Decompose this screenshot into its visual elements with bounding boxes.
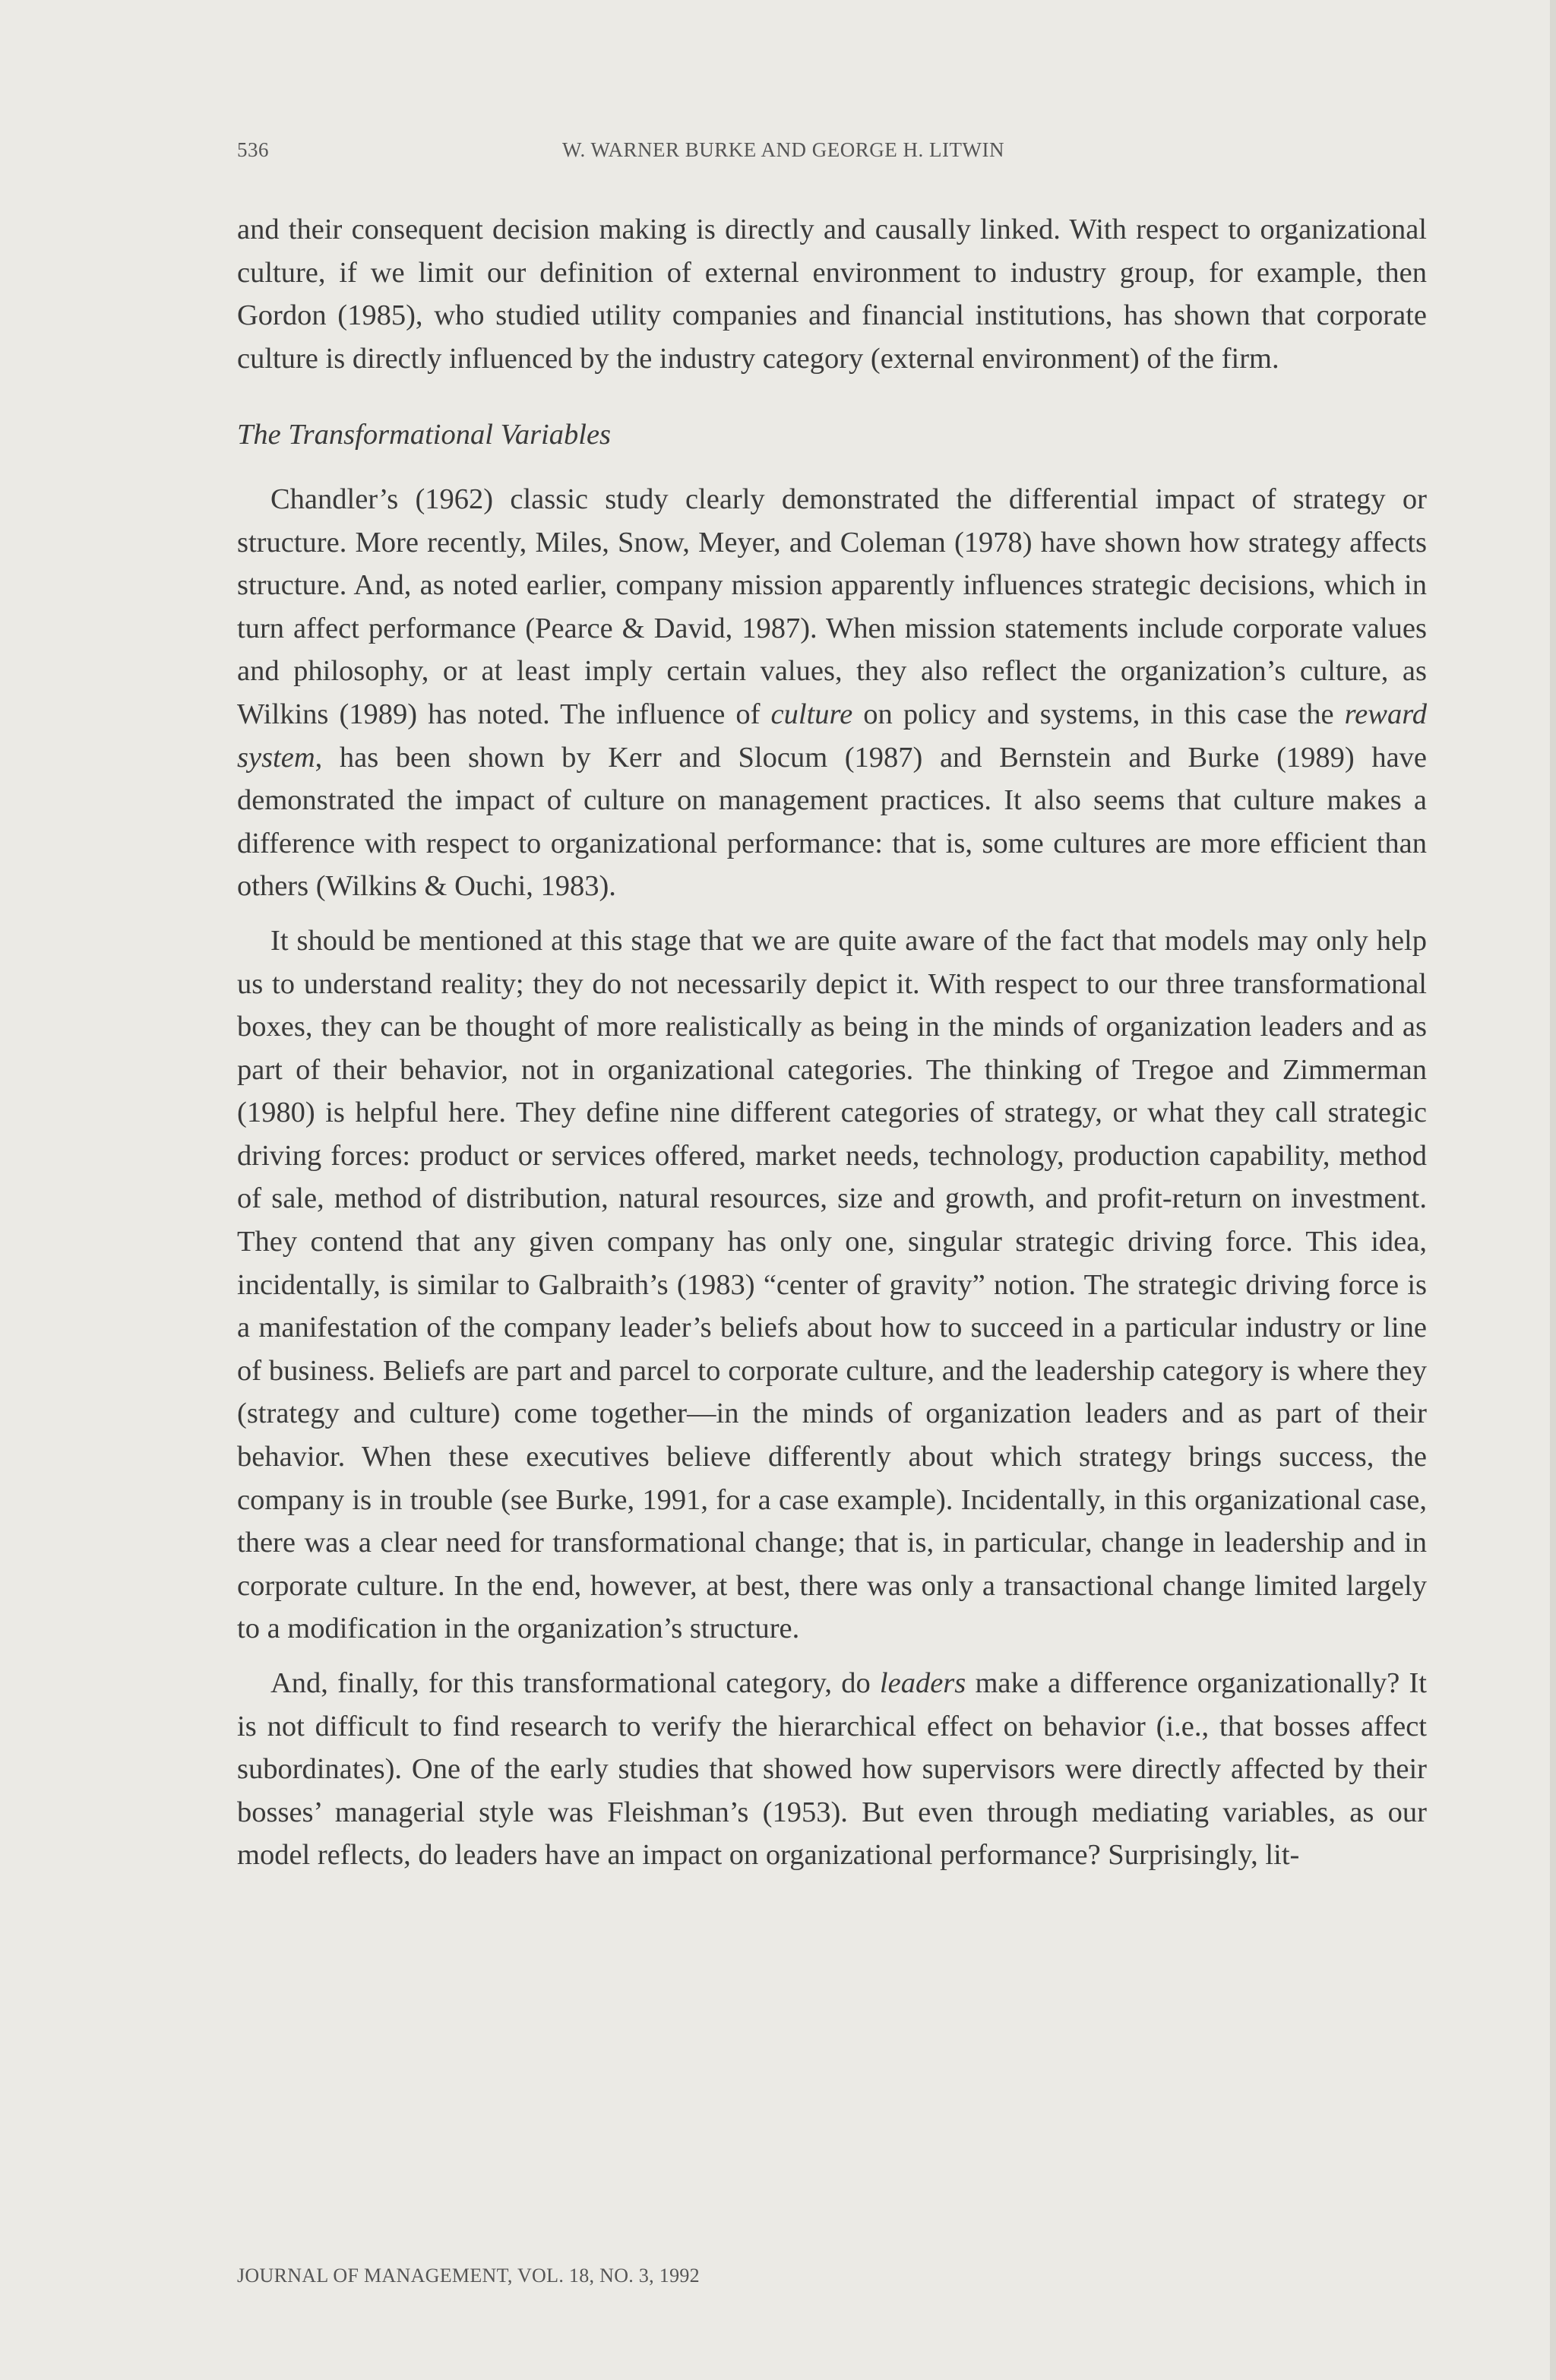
running-header — [237, 138, 1436, 172]
paragraph-text: make a difference organizationally? It is not difficult to find research to verify the hierarchical effect on behavior (i.e., that bosses affect subordinates). One of the early studies that showed how supervisors were directly affected by their bosses’ managerial style was Fleishman’s (1953). But even through mediating variables, as our model reflects, do leaders have an impact on organizational performance? Surprisingly, lit- — [237, 1667, 1428, 1872]
paragraph-chandler — [237, 478, 1427, 908]
journal-footer: JOURNAL OF MANAGEMENT, VOL. 18, NO. 3, 1992 — [237, 2264, 700, 2287]
emphasis-culture: culture — [770, 698, 853, 730]
paragraph-text: , has been shown by Kerr and Slocum (1987) and Bernstein and Burke (1989) have demonstrated the impact of culture on management practices. It also seems that culture makes a difference with respect to organizational performance: that is, some cultures are more efficient than others (Wilkins & Ouchi, 1983). — [237, 741, 1427, 903]
page-edge — [1550, 0, 1556, 2380]
paragraph-text: And, finally, for this transformational category, do — [270, 1667, 880, 1699]
page-number: 536 — [237, 138, 269, 161]
emphasis-reward-system: reward system — [237, 698, 1428, 774]
article-body — [237, 208, 1427, 1877]
running-head-authors: W. WARNER BURKE AND GEORGE H. LITWIN — [562, 138, 1004, 161]
paragraph-models: It should be mentioned at this stage that we are quite aware of the fact that models may only help us to understand reality; they do not necessarily depict it. With respect to our three transformational boxes, they can be thought of more realistically as being in the minds of organization leaders and as part of their behavior, not in organizational categories. The thinking of Tregoe and Zimmerman (1980) is helpful here. They define nine different categories of strategy, or what they call strategic driving forces: product or services offered, market needs, technology, production capability, method of sale, method of distribution, natural resources, size and growth, and profit-return on investment. They contend that any given company has only one, singular strategic driving force. This idea, incidentally, is similar to Galbraith’s (1983) “center of gravity” notion. The strategic driving force is a manifestation of the company leader’s beliefs about how to succeed in a particular industry or line of business. Beliefs are part and parcel to corporate culture, and the leadership category is where they (strategy and culture) come together—in the minds of organization leaders and as part of their behavior. When these executives believe differently about which strategy brings success, the company is in trouble (see Burke, 1991, for a case example). Incidentally, in this organizational case, there was a clear need for transformational change; that is, in particular, change in leadership and in corporate culture. In the end, however, at best, there was only a transactional change limited largely to a modification in the organization’s structure. — [237, 924, 1427, 1645]
paragraph-continued: and their consequent decision making is directly and causally linked. With respect to organizational culture, if we limit our definition of external environment to industry group, for example, then Gordon (1985), who studied utility companies and financial institutions, has shown that corporate culture is directly influenced by the industry category (external environment) of the firm. — [237, 214, 1427, 375]
paragraph-text: on policy and systems, in this case the — [852, 698, 1345, 730]
paragraph-leaders — [237, 1662, 1427, 1877]
paragraph-text: Chandler’s (1962) classic study clearly demonstrated the differential impact of strategy or structure. More recently, Miles, Snow, Meyer, and Coleman (1978) have shown how strategy affects structure. And, as noted earlier, company mission apparently influences strategic decisions, which in turn affect performance (Pearce & David, 1987). When mission statements include corporate values and philosophy, or at least imply certain values, they also reflect the organization’s culture, as Wilkins (1989) has noted. The influence of — [237, 483, 1427, 730]
section-heading: The Transformational Variables — [237, 419, 612, 451]
emphasis-leaders: leaders — [879, 1667, 966, 1699]
